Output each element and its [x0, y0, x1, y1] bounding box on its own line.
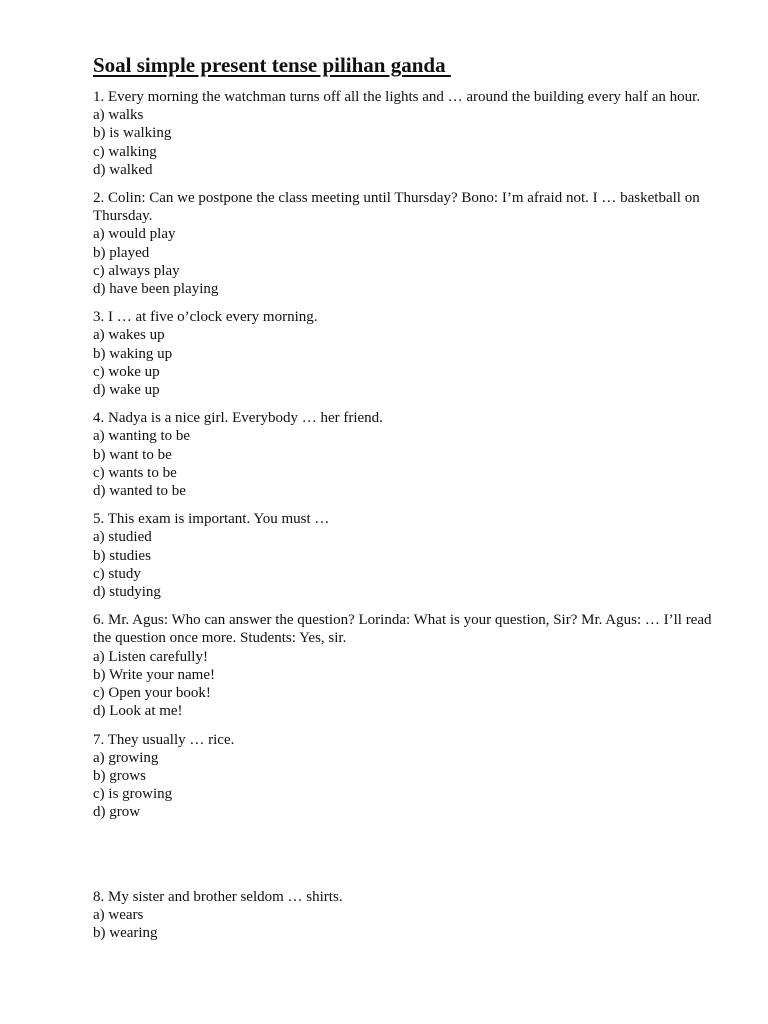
option-b: b) wearing: [93, 924, 158, 941]
options-list: [93, 906, 713, 942]
option-a: a) walks: [93, 107, 144, 124]
option-a: a) wears: [93, 906, 144, 923]
question-text: 8. My sister and brother seldom … shirts.: [93, 888, 343, 905]
question-8: [93, 888, 713, 943]
option-b: b) Write your name!: [93, 666, 215, 683]
blank-gap: [93, 832, 713, 888]
question-text: 1. Every morning the watchman turns off all the lights and … around the building every half an hour.: [93, 89, 701, 105]
question-text: 4. Nadya is a nice girl. Everybody … her friend.: [93, 410, 383, 427]
question-text: 2. Colin: Can we postpone the class meeting until Thursday? Bono: I’m afraid not. I … basketball on Thursday.: [93, 190, 700, 225]
question-2: [93, 189, 713, 298]
option-b: b) studies: [93, 547, 151, 564]
document-page: [93, 52, 713, 952]
option-a: a) wanting to be: [93, 428, 191, 445]
option-d: d) walked: [93, 161, 153, 178]
option-b: b) is walking: [93, 125, 172, 142]
option-c: c) study: [93, 565, 141, 582]
option-b: b) grows: [93, 767, 146, 784]
question-text: 7. They usually … rice.: [93, 731, 235, 748]
options-list: [93, 106, 713, 179]
options-list: [93, 528, 713, 601]
question-text: 6. Mr. Agus: Who can answer the question? Lorinda: What is your question, Sir? Mr. Agus: … I’ll read the question once more. Students: Yes, sir.: [93, 612, 712, 647]
option-c: c) walking: [93, 143, 157, 160]
option-d: d) grow: [93, 804, 141, 821]
option-a: a) growing: [93, 749, 159, 766]
option-c: c) wants to be: [93, 464, 177, 481]
option-d: d) wanted to be: [93, 483, 186, 500]
option-c: c) Open your book!: [93, 685, 211, 702]
option-b: b) waking up: [93, 345, 173, 362]
option-b: b) want to be: [93, 446, 172, 463]
option-a: a) would play: [93, 226, 176, 243]
question-5: [93, 510, 713, 601]
options-list: [93, 427, 713, 500]
options-list: [93, 648, 713, 721]
option-a: a) wakes up: [93, 327, 165, 344]
options-list: [93, 749, 713, 822]
option-a: a) Listen carefully!: [93, 648, 208, 665]
question-6: [93, 611, 713, 720]
question-4: [93, 409, 713, 500]
option-d: d) Look at me!: [93, 703, 183, 720]
question-1: [93, 88, 713, 179]
question-7: [93, 731, 713, 822]
options-list: [93, 225, 713, 298]
option-c: c) woke up: [93, 363, 160, 380]
option-d: d) wake up: [93, 382, 160, 399]
option-a: a) studied: [93, 529, 152, 546]
option-d: d) studying: [93, 584, 161, 601]
option-d: d) have been playing: [93, 281, 219, 298]
document-title: Soal simple present tense pilihan ganda: [93, 53, 451, 77]
question-text: 3. I … at five o’clock every morning.: [93, 309, 318, 326]
option-c: c) always play: [93, 262, 180, 279]
question-3: [93, 308, 713, 399]
option-c: c) is growing: [93, 786, 173, 803]
question-text: 5. This exam is important. You must …: [93, 511, 330, 528]
options-list: [93, 326, 713, 399]
option-b: b) played: [93, 244, 150, 261]
